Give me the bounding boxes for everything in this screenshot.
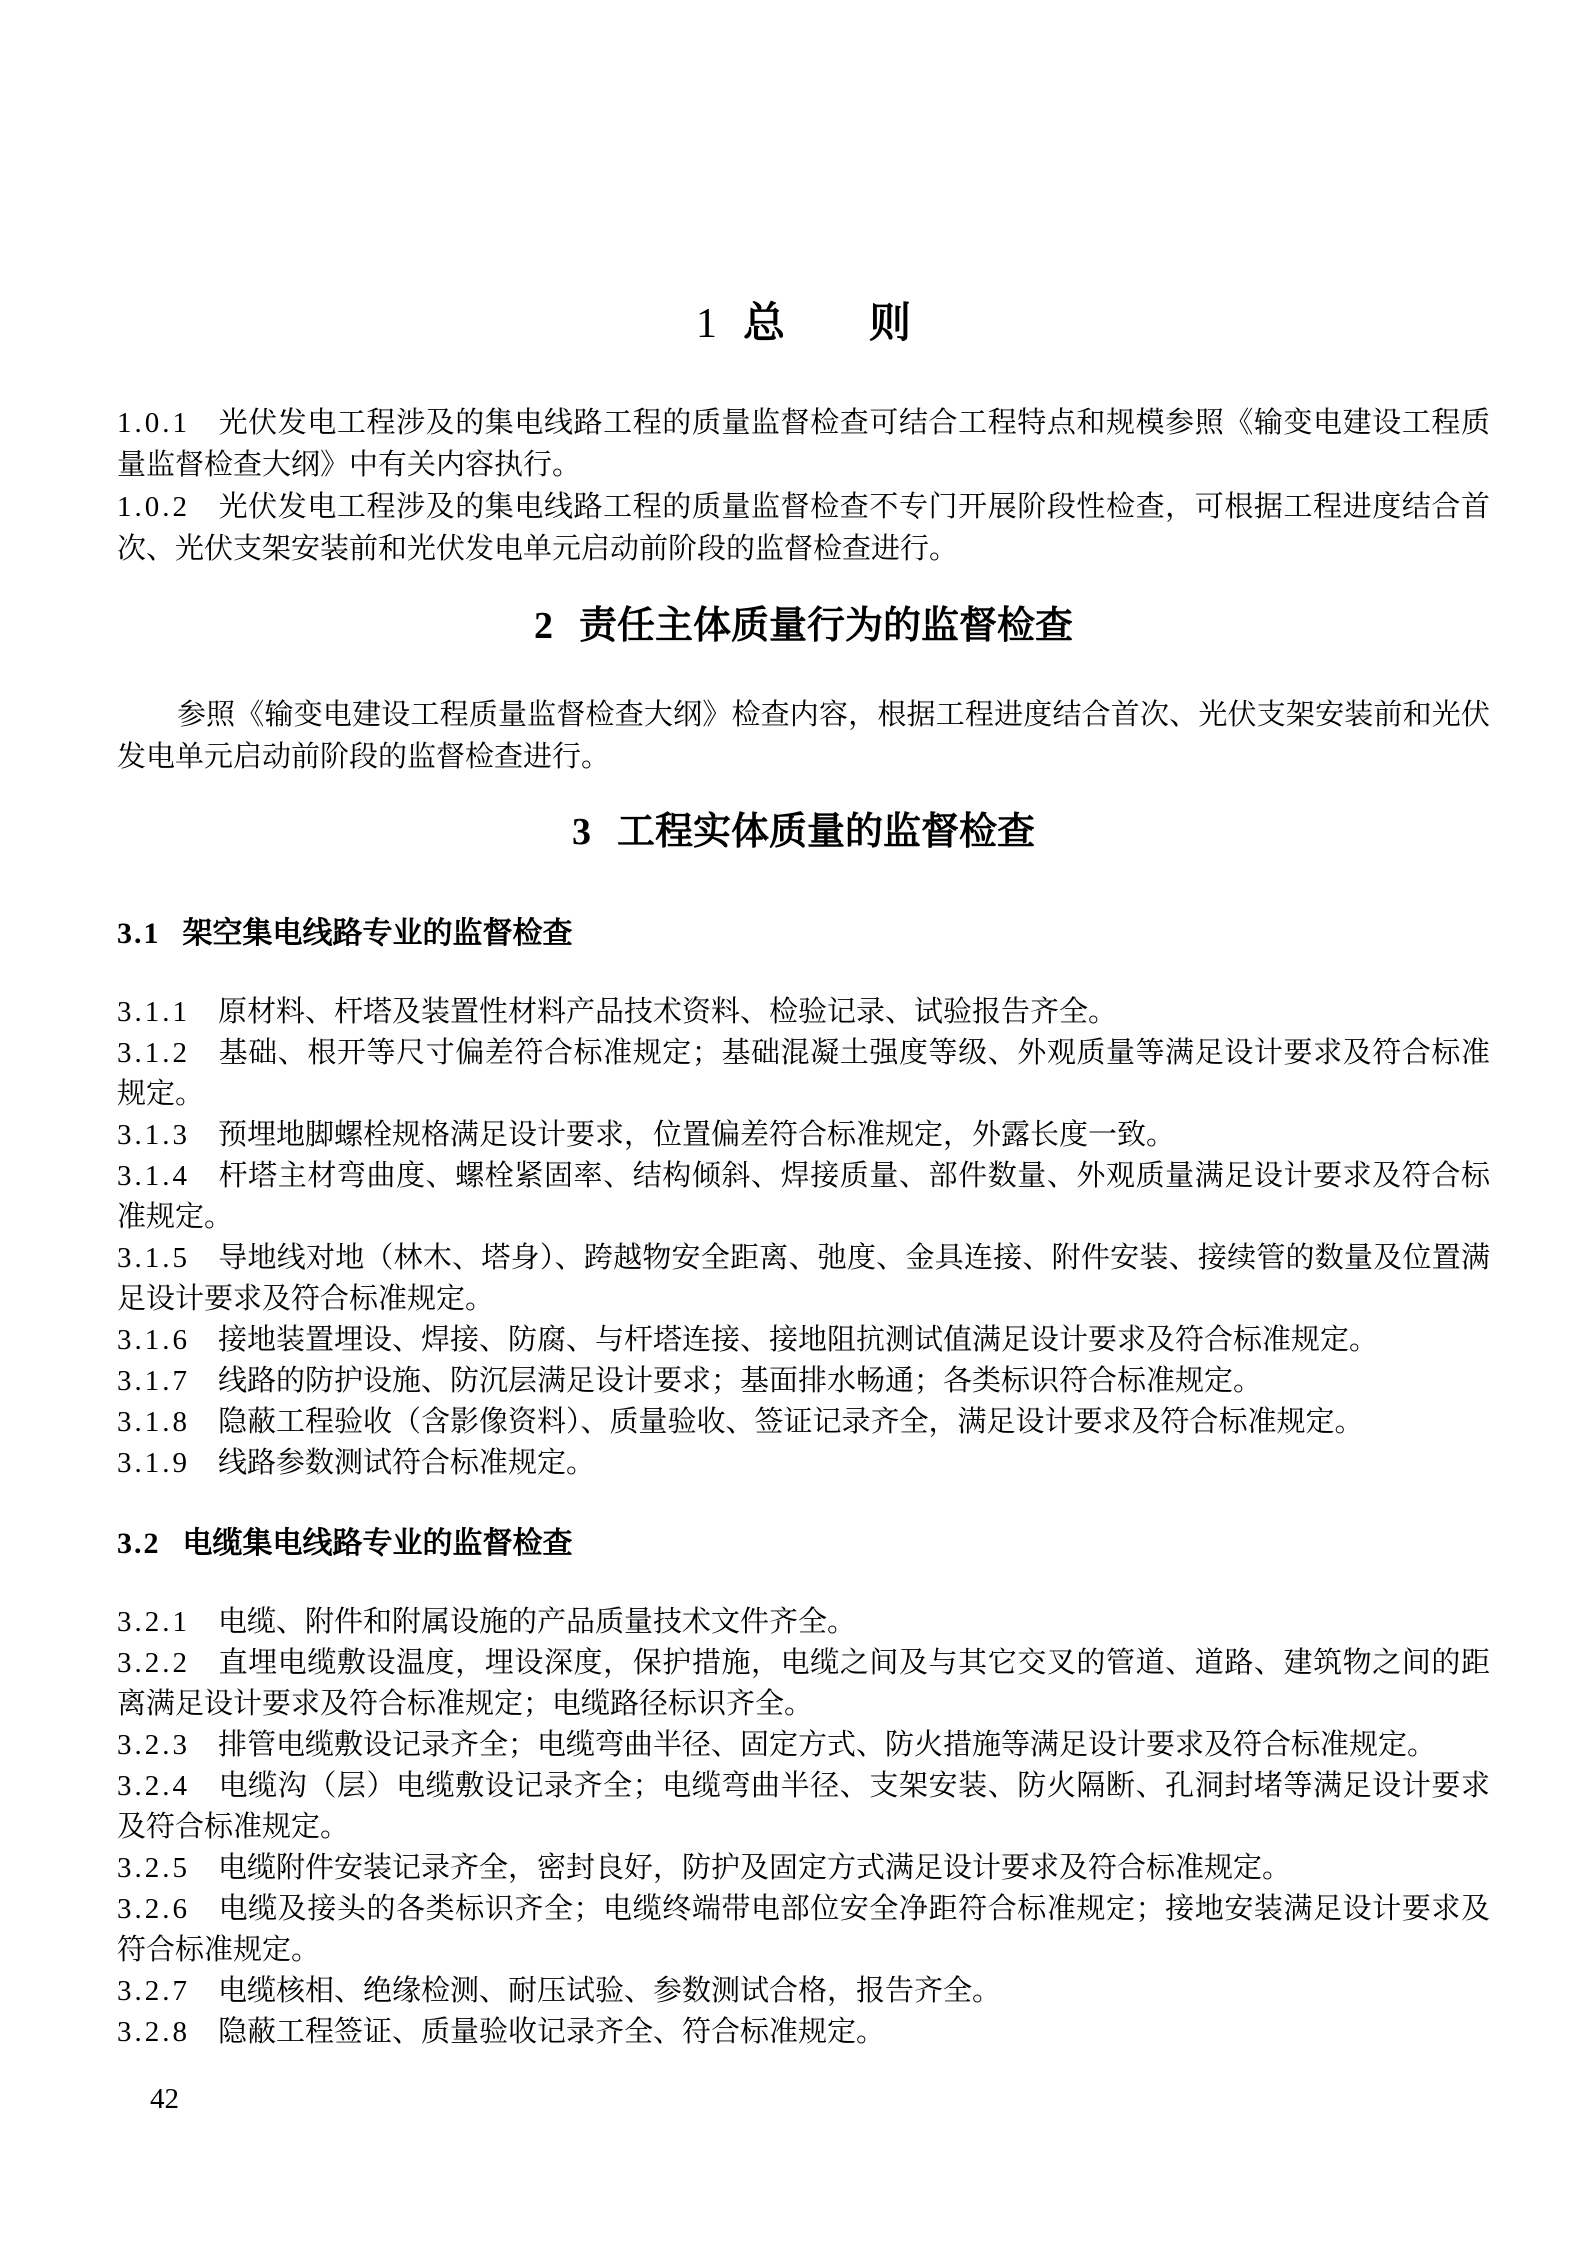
clause-text: 电缆核相、绝缘检测、耐压试验、参数测试合格，报告齐全。 (218, 1975, 1002, 2007)
clause-text: 直埋电缆敷设温度，埋设深度，保护措施，电缆之间及与其它交叉的管道、道路、建筑物之间的距离满足设计要求及符合标准规定；电缆路径标识齐全。 (117, 1647, 1490, 1720)
clause-number: 3.2.7 (117, 1975, 190, 2007)
clause-text: 隐蔽工程签证、质量验收记录齐全、符合标准规定。 (218, 2016, 886, 2048)
clause-number: 3.1.7 (117, 1365, 190, 1397)
clause-item (117, 486, 1490, 570)
chapter-2-paragraph: 参照《输变电建设工程质量监督检查大纲》检查内容，根据工程进度结合首次、光伏支架安装前和光伏发电单元启动前阶段的监督检查进行。 (117, 699, 1490, 773)
clause-text: 电缆沟（层）电缆敷设记录齐全；电缆弯曲半径、支架安装、防火隔断、孔洞封堵等满足设计要求及符合标准规定。 (117, 1770, 1490, 1843)
clause-text: 电缆附件安装记录齐全，密封良好，防护及固定方式满足设计要求及符合标准规定。 (218, 1852, 1292, 1884)
clause-number: 3.2.1 (117, 1606, 190, 1638)
section-3-2-title-text: 电缆集电线路专业的监督检查 (182, 1527, 573, 1560)
clause-text: 隐蔽工程验收（含影像资料）、质量验收、签证记录齐全，满足设计要求及符合标准规定。 (218, 1406, 1364, 1438)
clause-number: 3.1.2 (117, 1037, 190, 1069)
clause-item (117, 1238, 1490, 1320)
clause-text: 光伏发电工程涉及的集电线路工程的质量监督检查不专门开展阶段性检查，可根据工程进度结合首次、光伏支架安装前和光伏发电单元启动前阶段的监督检查进行。 (117, 491, 1490, 565)
chapter-2-title (117, 604, 1490, 648)
clause-item (117, 1889, 1490, 1971)
clause-number: 3.2.5 (117, 1852, 190, 1884)
clause-text: 导地线对地（林木、塔身）、跨越物安全距离、弛度、金具连接、附件安装、接续管的数量及位置满足设计要求及符合标准规定。 (117, 1242, 1490, 1315)
clause-number: 3.2.2 (117, 1647, 190, 1679)
clause-text: 电缆及接头的各类标识齐全；电缆终端带电部位安全净距符合标准规定；接地安装满足设计要求及符合标准规定。 (117, 1893, 1490, 1966)
section-3-1-number: 3.1 (117, 917, 161, 950)
clause-text: 原材料、杆塔及装置性材料产品技术资料、检验记录、试验报告齐全。 (218, 996, 1118, 1028)
clause-text: 电缆、附件和附属设施的产品质量技术文件齐全。 (218, 1606, 857, 1638)
clause-number: 3.2.6 (117, 1893, 190, 1925)
clause-item (117, 1361, 1490, 1402)
chapter-1-title (117, 300, 1490, 348)
chapter-2-number: 2 (533, 605, 553, 647)
clause-text: 杆塔主材弯曲度、螺栓紧固率、结构倾斜、焊接质量、部件数量、外观质量满足设计要求及符合标准规定。 (117, 1160, 1490, 1233)
page-number: 42 (150, 2083, 179, 2115)
clause-item (117, 1766, 1490, 1848)
clause-item (117, 1602, 1490, 1643)
clause-item (117, 1115, 1490, 1156)
clause-number: 3.2.8 (117, 2016, 190, 2048)
clause-text: 接地装置埋设、焊接、防腐、与杆塔连接、接地阻抗测试值满足设计要求及符合标准规定。 (218, 1324, 1379, 1356)
chapter-3-title (117, 810, 1490, 854)
clause-item (117, 1402, 1490, 1443)
section-3-2-number: 3.2 (117, 1527, 161, 1560)
clause-item (117, 992, 1490, 1033)
clause-number: 3.2.3 (117, 1729, 190, 1761)
clause-item (117, 2012, 1490, 2053)
clause-number: 1.0.2 (117, 491, 190, 523)
section-3-1-clauses (117, 992, 1490, 1484)
clause-number: 1.0.1 (117, 407, 190, 439)
clause-text: 线路参数测试符合标准规定。 (218, 1447, 596, 1479)
clause-item (117, 1320, 1490, 1361)
clause-text: 线路的防护设施、防沉层满足设计要求；基面排水畅通；各类标识符合标准规定。 (218, 1365, 1263, 1397)
clause-item (117, 402, 1490, 486)
clause-number: 3.2.4 (117, 1770, 190, 1802)
clause-text: 排管电缆敷设记录齐全；电缆弯曲半径、固定方式、防火措施等满足设计要求及符合标准规定。 (218, 1729, 1437, 1761)
clause-number: 3.1.1 (117, 996, 190, 1028)
clause-item (117, 1971, 1490, 2012)
clause-number: 3.1.5 (117, 1242, 190, 1274)
clause-item (117, 1156, 1490, 1238)
section-3-2-clauses (117, 1602, 1490, 2053)
clause-item (117, 1725, 1490, 1766)
clause-item (117, 1848, 1490, 1889)
chapter-1-title-text: 总 则 (742, 301, 911, 347)
clause-item (117, 1643, 1490, 1725)
chapter-3-title-text: 工程实体质量的监督检查 (616, 811, 1035, 853)
clause-text: 预埋地脚螺栓规格满足设计要求，位置偏差符合标准规定，外露长度一致。 (218, 1119, 1176, 1151)
clause-number: 3.1.4 (117, 1160, 190, 1192)
clause-number: 3.1.9 (117, 1447, 190, 1479)
clause-item (117, 1033, 1490, 1115)
section-3-1-heading (117, 916, 1490, 952)
clause-text: 光伏发电工程涉及的集电线路工程的质量监督检查可结合工程特点和规模参照《输变电建设工程质量监督检查大纲》中有关内容执行。 (117, 407, 1490, 481)
clause-number: 3.1.6 (117, 1324, 190, 1356)
chapter-1-clauses (117, 402, 1490, 570)
section-3-2-heading (117, 1526, 1490, 1562)
clause-number: 3.1.3 (117, 1119, 190, 1151)
chapter-2-title-text: 责任主体质量行为的监督检查 (578, 605, 1073, 647)
clause-number: 3.1.8 (117, 1406, 190, 1438)
chapter-3-number: 3 (571, 811, 591, 853)
clause-text: 基础、根开等尺寸偏差符合标准规定；基础混凝土强度等级、外观质量等满足设计要求及符合标准规定。 (117, 1037, 1490, 1110)
clause-item (117, 1443, 1490, 1484)
chapter-1-number: 1 (695, 301, 717, 347)
section-3-1-title-text: 架空集电线路专业的监督检查 (182, 917, 573, 950)
